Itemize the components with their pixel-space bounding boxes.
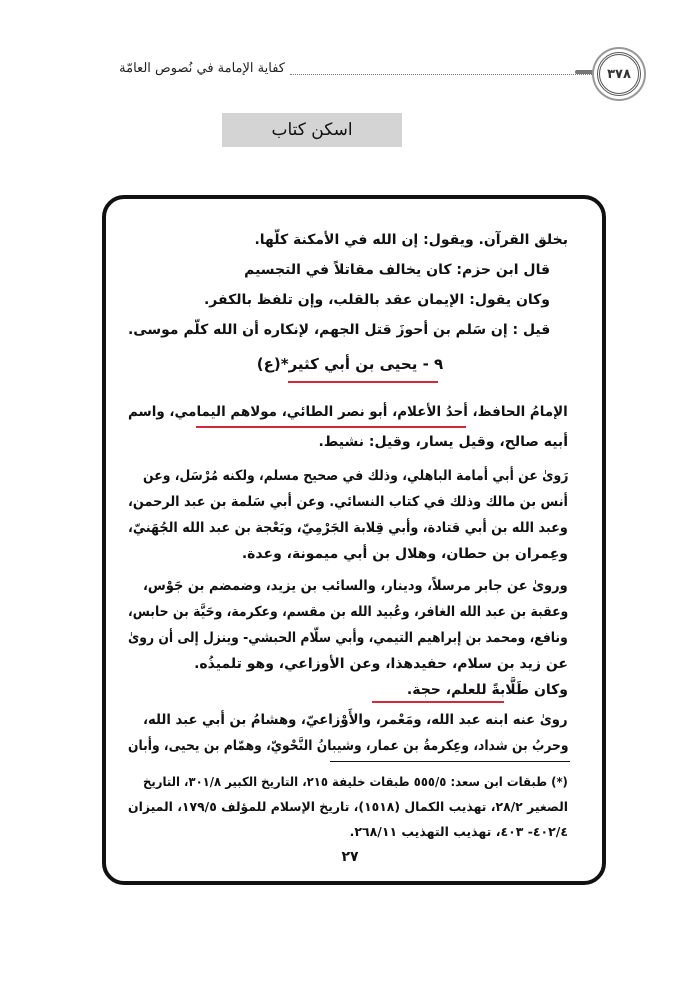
text-line: أنس بن مالك وذلك في كتاب النسائي. وعن أبي سَلمة بن عبد الرحمن، (128, 494, 568, 510)
heading-underline (288, 381, 438, 383)
text-line: وحربُ بن شداد، وعِكرمةُ بن عمار، وشيبانُ النَّحْويّ، وهمّام بن يحيى، وأبان (127, 738, 568, 754)
footnote-rule (330, 761, 570, 762)
text-line: وعِمران بن حطان، وهلال بن أبي ميمونة، وعدة. (241, 546, 568, 562)
text-line: وعقبة بن عبد الله الغافر، وعُبيد الله بن مقسم، وعكرمة، وحَيَّة بن حابس، (127, 604, 568, 620)
footnote-line: ٤٠٢/٤- ٤٠٣، تهذيب التهذيب ٢٦٨/١١. (349, 824, 568, 839)
text-line: وعبد الله بن أبي قتادة، وأبي قِلابة الجَرْمِيّ، وبَعْجة بن عبد الله الجُهَنيّ، (128, 520, 568, 536)
text-line: قيل : إن سَلم بن أحوزَ قتل الجهم، لإنكاره أن الله كلّم موسى. (127, 322, 550, 338)
bio-line: الإمامُ الحافظ، أحدُ الأعلام، أبو نصر الطائي، مولاهم اليمامي، واسم (128, 404, 568, 420)
section-banner: اسكن كتاب (222, 113, 402, 147)
text-line: ونافع، ومحمد بن إبراهيم التيمي، وأبي سلّام الحبشي- وينزل إلى أن روىٰ (128, 630, 568, 646)
text-line: وكان يقول: الإيمان عقد بالقلب، وإن تلفظ بالكفر. (203, 292, 550, 308)
text-line: عن زيد بن سلام، حفيدهذا، وعن الأوزاعي، وهو تلميذُه. (194, 656, 568, 672)
running-header-title: كفاية الإمامة في نُصوص العامّة (119, 61, 285, 76)
header-divider (290, 74, 620, 75)
bio-line: أبيه صالح، وقيل يسار، وقيل: نشيط. (318, 434, 568, 450)
highlighted-line: وكان طَلَّابةً للعلم، حجة. (406, 682, 568, 698)
scan-page-number: ٢٧ (341, 849, 359, 865)
highlight-underline (372, 701, 504, 703)
text-line: وروىٰ عن جابر مرسلاً، ودينار، والسائب بن يزيد، وضمضم بن جَوْس، (143, 578, 568, 594)
bio-underline (196, 426, 466, 428)
footnote-line: (*) طبقات ابن سعد: ٥٥٥/٥ طبقات خليفة ٢١٥، التاريخ الكبير ٣٠١/٨، التاريخ (143, 774, 568, 789)
entry-heading: ٩ - يحيى بن أبي كثير*(ع) (256, 355, 444, 373)
text-line: روىٰ عنه ابنه عبد الله، ومَعْمر، والأَوْزاعيّ، وهشامُ بن أبي عبد الله، (143, 712, 568, 728)
footnote-line: الصغير ٢٨/٢، تهذيب الكمال (١٥١٨)، تاريخ الإسلام للمؤلف ١٧٩/٥، الميزان (127, 799, 568, 814)
text-line: قال ابن حزم: كان يخالف مقاتلاً في التجسيم (244, 262, 550, 278)
ornament-tail (575, 70, 595, 74)
page-number-ornament: ٣٧٨ (597, 52, 641, 96)
text-line: بخلق القرآن. ويقول: إن الله في الأمكنة كلّها. (254, 232, 568, 248)
text-line: رَوىٰ عن أبي أمامة الباهلي، وذلك في صحيح مسلم، ولكنه مُرْسَل، وعن (142, 468, 568, 484)
